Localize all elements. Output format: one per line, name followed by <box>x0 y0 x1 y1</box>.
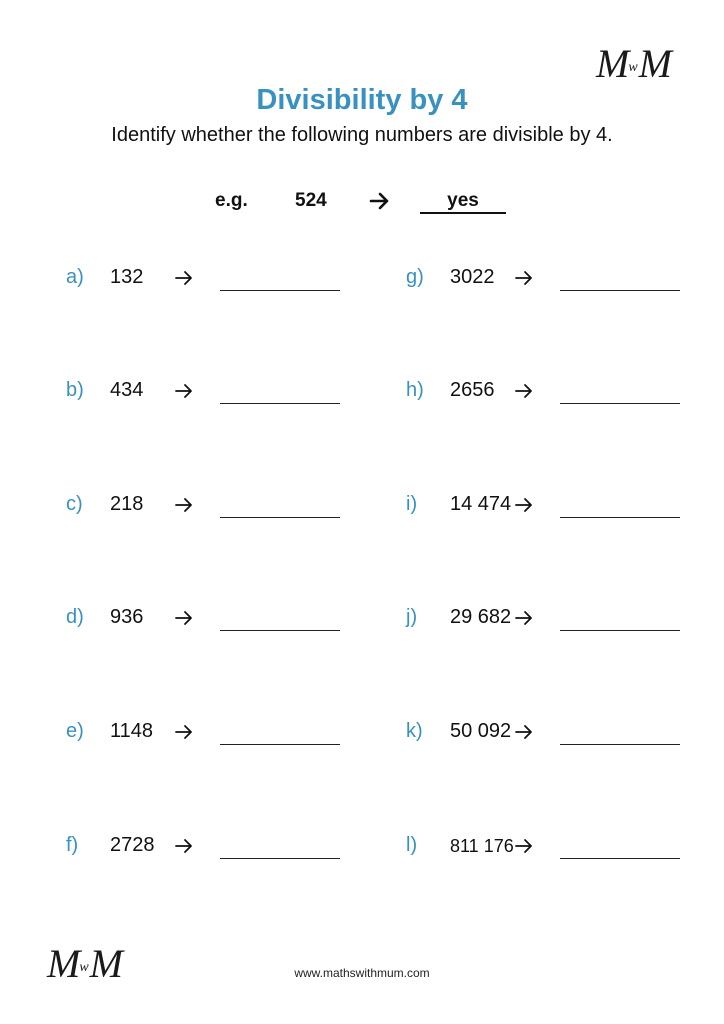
right-arrow-icon <box>172 377 196 405</box>
page-title: Divisibility by 4 <box>256 84 468 116</box>
question-number: 1148 <box>110 720 154 742</box>
logo-letter-right: M <box>638 41 670 86</box>
question-k <box>406 718 724 748</box>
question-number: 936 <box>110 606 144 628</box>
question-letter: d) <box>66 606 84 628</box>
question-number: 29 682 <box>450 606 512 628</box>
right-arrow-icon <box>512 832 536 860</box>
question-b <box>66 377 386 407</box>
example-answer: yes <box>420 190 506 214</box>
question-number: 14 474 <box>450 493 512 515</box>
question-number: 2656 <box>450 379 495 401</box>
question-letter: g) <box>406 266 424 288</box>
right-arrow-icon <box>512 604 536 632</box>
example-label: e.g. <box>215 190 248 211</box>
question-i <box>406 491 724 521</box>
question-c <box>66 491 386 521</box>
question-letter: c) <box>66 493 83 515</box>
logo-letter-middle: w <box>79 960 89 975</box>
question-number: 50 092 <box>450 720 512 742</box>
answer-line[interactable] <box>220 630 340 631</box>
right-arrow-icon <box>172 832 196 860</box>
question-letter: b) <box>66 379 84 401</box>
right-arrow-icon <box>172 264 196 292</box>
question-number: 3022 <box>450 266 495 288</box>
answer-line[interactable] <box>220 744 340 745</box>
question-number: 2728 <box>110 834 155 856</box>
question-number: 218 <box>110 493 144 515</box>
example-arrow-icon <box>369 190 391 218</box>
right-arrow-icon <box>512 377 536 405</box>
logo-top <box>596 41 670 86</box>
example-number: 524 <box>295 190 327 211</box>
question-number: 811 176 <box>450 836 514 856</box>
question-g <box>406 264 724 294</box>
answer-line[interactable] <box>560 290 680 291</box>
question-f <box>66 832 386 862</box>
answer-line[interactable] <box>560 517 680 518</box>
right-arrow-icon <box>172 604 196 632</box>
question-letter: j) <box>406 606 418 628</box>
question-h <box>406 377 724 407</box>
answer-line[interactable] <box>560 858 680 859</box>
question-letter: l) <box>406 834 418 856</box>
answer-line[interactable] <box>220 403 340 404</box>
answer-line[interactable] <box>560 630 680 631</box>
question-letter: e) <box>66 720 84 742</box>
right-arrow-icon <box>512 264 536 292</box>
logo-letter-right: M <box>89 941 121 986</box>
footer-website[interactable]: www.mathswithmum.com <box>294 966 430 980</box>
right-arrow-icon <box>512 491 536 519</box>
question-j <box>406 604 724 634</box>
logo-letter-left: M <box>47 941 79 986</box>
question-d <box>66 604 386 634</box>
question-letter: a) <box>66 266 84 288</box>
answer-line[interactable] <box>560 403 680 404</box>
right-arrow-icon <box>172 718 196 746</box>
right-arrow-icon <box>172 491 196 519</box>
right-arrow-icon <box>512 718 536 746</box>
question-number: 434 <box>110 379 144 401</box>
logo-letter-left: M <box>596 41 628 86</box>
answer-line[interactable] <box>220 517 340 518</box>
question-l <box>406 832 724 862</box>
question-letter: h) <box>406 379 424 401</box>
instruction-text: Identify whether the following numbers are divisible by 4. <box>111 124 613 146</box>
answer-line[interactable] <box>220 290 340 291</box>
question-letter: k) <box>406 720 423 742</box>
question-letter: f) <box>66 834 79 856</box>
question-e <box>66 718 386 748</box>
question-number: 132 <box>110 266 144 288</box>
question-a <box>66 264 386 294</box>
logo-letter-middle: w <box>628 60 638 75</box>
answer-line[interactable] <box>560 744 680 745</box>
question-letter: i) <box>406 493 418 515</box>
answer-line[interactable] <box>220 858 340 859</box>
